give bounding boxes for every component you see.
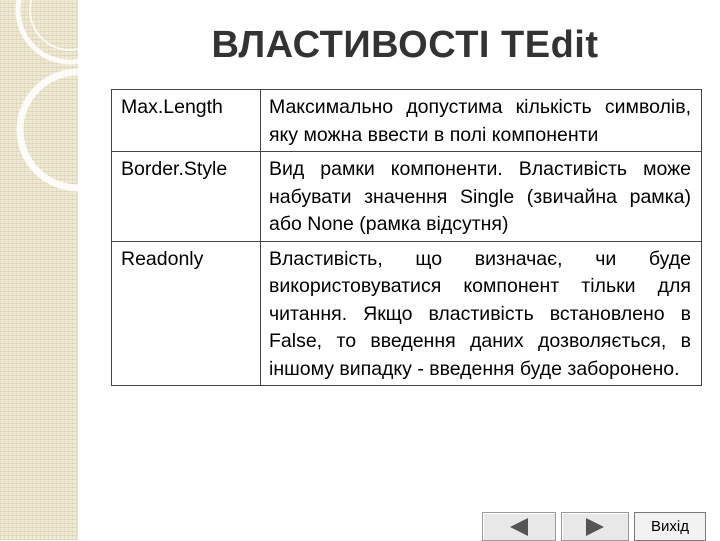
- decorative-side-strip: [0, 0, 78, 540]
- exit-button[interactable]: Вихід: [634, 512, 706, 541]
- table-row: [112, 152, 702, 242]
- table-row: [112, 90, 702, 152]
- properties-table: [111, 89, 702, 386]
- triangle-right-icon: [584, 517, 606, 537]
- decorative-circles: [0, 0, 78, 540]
- previous-slide-button[interactable]: [482, 512, 556, 541]
- page-title: ВЛАСТИВОСТІ TEdit: [211, 24, 599, 66]
- property-description: Вид рамки компоненти. Властивість може набувати значення Single (звичайна рамка) або None (рамка відсутня): [261, 152, 702, 242]
- property-name: Max.Length: [112, 90, 261, 152]
- property-name: Border.Style: [112, 152, 261, 242]
- table-row: [112, 241, 702, 386]
- triangle-left-icon: [508, 517, 530, 537]
- property-name: Readonly: [112, 241, 261, 386]
- property-description: Максимально допустима кількість символів, яку можна ввести в полі компоненти: [261, 90, 702, 152]
- next-slide-button[interactable]: [561, 512, 629, 541]
- property-description: Властивість, що визначає, чи буде використовуватися компонент тільки для читання. Якщо властивість встановлено в False, то введення даних дозволяється, в іншому випадку - введення буде заборонено.: [261, 241, 702, 386]
